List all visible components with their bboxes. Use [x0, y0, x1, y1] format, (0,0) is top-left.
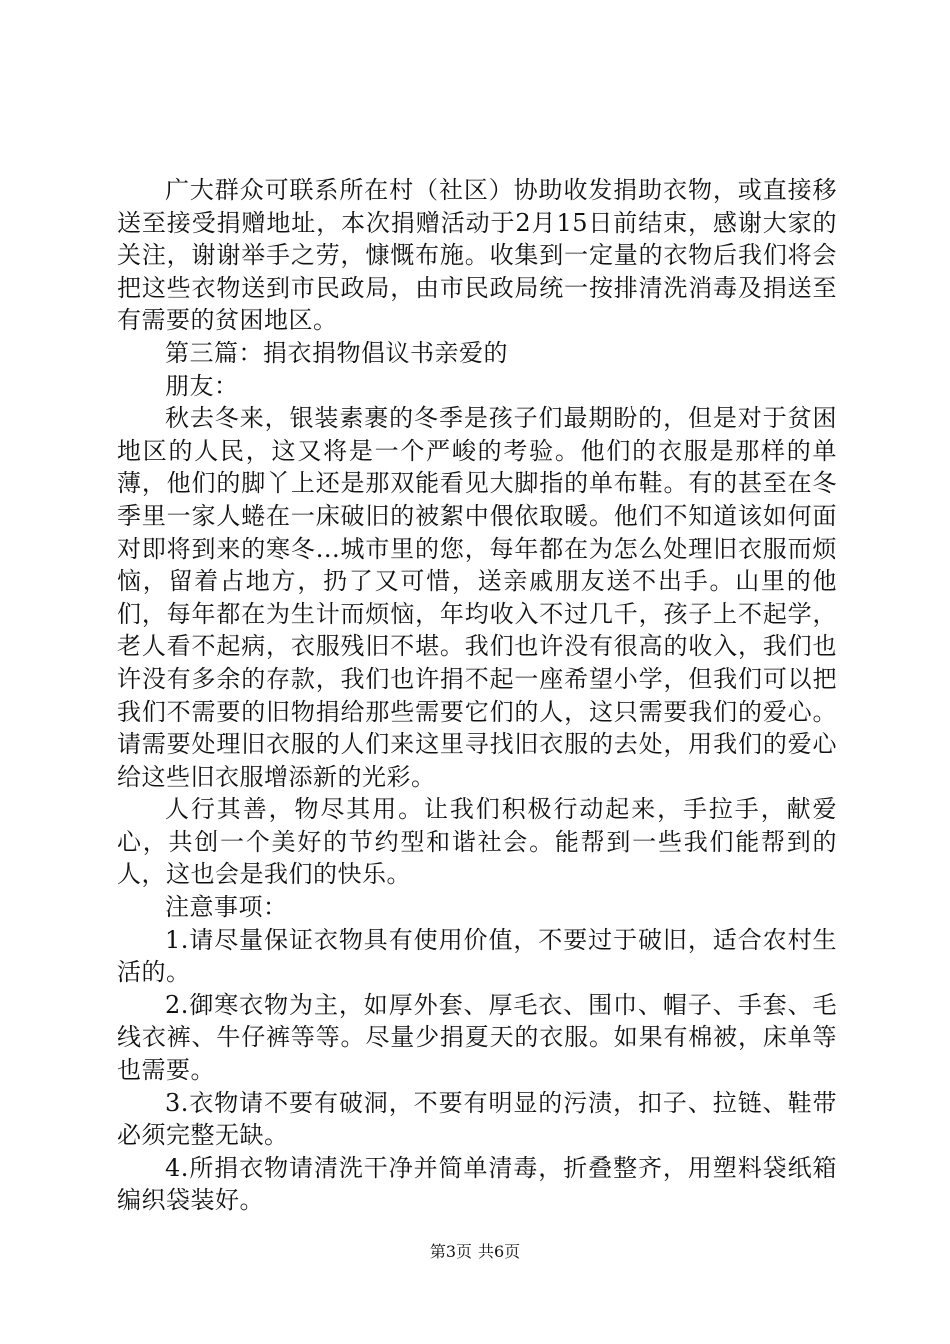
- page-total: 共6页: [478, 1242, 521, 1261]
- paragraph-appeal: 秋去冬来，银装素裹的冬季是孩子们最期盼的，但是对于贫困地区的人民，这又将是一个严峻的考验。他们的衣服是那样的单薄，他们的脚丫上还是那双能看见大脚指的单布鞋。有的甚至在冬季里一家人蜷在一床破旧的被絮中偎依取暖。他们不知道该如何面对即将到来的寒冬...城市里的您，每年都在为怎么处理旧衣服而烦恼，留着占地方，扔了又可惜，送亲戚朋友送不出手。山里的他们，每年都在为生计而烦恼，年均收入不过几千，孩子上不起学，老人看不起病，衣服残旧不堪。我们也许没有很高的收入，我们也许没有多余的存款，我们也许捐不起一座希望小学，但我们可以把我们不需要的旧物捐给那些需要它们的人，这只需要我们的爱心。请需要处理旧衣服的人们来这里寻找旧衣服的去处，用我们的爱心给这些旧衣服增添新的光彩。: [117, 404, 837, 791]
- page-number: 第3页: [429, 1242, 472, 1261]
- paragraph-salutation: 朋友：: [165, 371, 239, 400]
- paragraph-note-3: 3.衣物请不要有破洞，不要有明显的污渍，扣子、拉链、鞋带必须完整无缺。: [117, 1088, 837, 1150]
- paragraph-note-4: 4.所捐衣物请清洗干净并简单清毒，折叠整齐，用塑料袋纸箱编织袋装好。: [117, 1153, 837, 1215]
- page-footer: [0, 1242, 950, 1262]
- paragraph-note-1: 1.请尽量保证衣物具有使用价值，不要过于破旧，适合农村生活的。: [117, 925, 837, 987]
- paragraph-donation-instructions: 广大群众可联系所在村（社区）协助收发捐助衣物，或直接移送至接受捐赠地址，本次捐赠活动于2月15日前结束，感谢大家的关注，谢谢举手之劳，慷慨布施。收集到一定量的衣物后我们将会把这些衣物送到市民政局，由市民政局统一按排清洗消毒及捐送至有需要的贫困地区。: [117, 176, 837, 335]
- paragraph-note-2: 2.御寒衣物为主，如厚外套、厚毛衣、围巾、帽子、手套、毛线衣裤、牛仔裤等等。尽量少捐夏天的衣服。如果有棉被，床单等也需要。: [117, 990, 837, 1085]
- paragraph-call-to-action: 人行其善，物尽其用。让我们积极行动起来，手拉手，献爱心，共创一个美好的节约型和谐社会。能帮到一些我们能帮到的人，这也会是我们的快乐。: [117, 795, 837, 889]
- document-body: [117, 174, 837, 1217]
- paragraph-notes-heading: 注意事项：: [165, 893, 288, 922]
- paragraph-section-title: 第三篇：捐衣捐物倡议书亲爱的: [165, 338, 508, 367]
